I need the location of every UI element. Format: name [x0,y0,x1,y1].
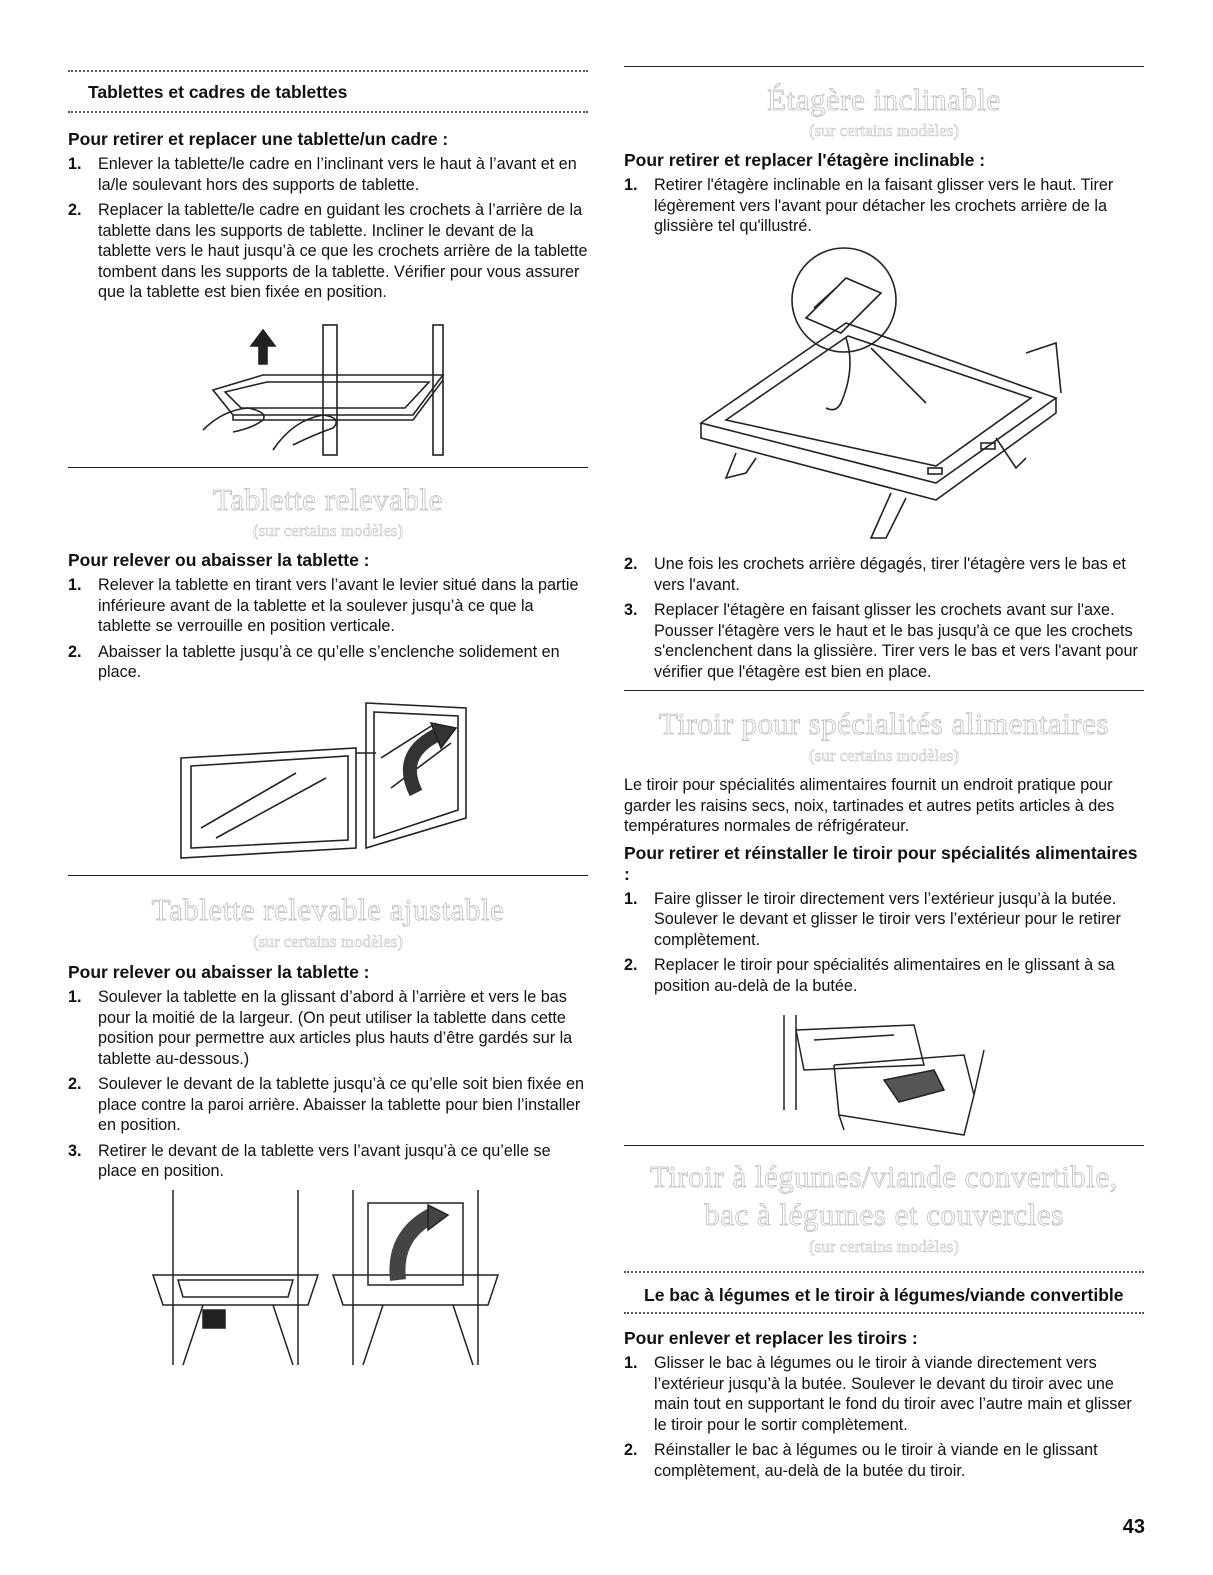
shelves-section [68,70,588,308]
tilt-title: Étagère inclinable [767,82,1001,117]
shelves-subheading: Pour retirer et replacer une tablette/un cadre : [68,129,449,149]
list-item: 1. Relever la tablette en tirant vers l’avant le levier situé dans la partie inférieure avant de la tablette et la soulever jusqu’à ce que la tablette se verrouille en position verticale. [68,576,579,635]
flipup-subheading: Pour relever ou abaisser la tablette : [68,550,370,570]
list-item: 1. Faire glisser le tiroir directement vers l’extérieur jusqu’à la butée. Soulever le devant et glisser le tiroir vers l’extérieur pour le retirer complètement. [624,889,1121,949]
page-number: 43 [1122,1516,1145,1538]
list-item: 2. Soulever le devant de la tablette jusqu’à ce qu’elle soit bien fixée en place contre la paroi arrière. Abaisser la tablette pour bien l’installer en position. [68,1075,584,1134]
section-rule [624,690,1144,691]
list-item: 3. Replacer l'étagère en faisant glisser les crochets avant sur l'axe. Pousser l'étagère vers le haut et le bas jusqu'à ce que les crochets s'enclenchent dans la glissière. Tirer vers le bas et vers l'avant pour vérifier que l'étagère est bien en place. [624,601,1138,681]
list-item: 2. Replacer la tablette/le cadre en guidant les crochets à l’arrière de la tablette dans les supports de tablette. Incliner le devant de la tablette vers le haut jusqu’à ce que les crochets arrière de la tablette tombent dans les supports de la tablette. Vérifier pour vous assurer que la tablette est bien fixée en position. [68,201,588,301]
tilt-steps-after [624,554,1144,682]
specialty-drawer-illustration [774,1010,994,1140]
adjustable-shelf-illustration [143,1185,503,1370]
crisper-subtitle: (sur certains modèles) [808,1237,960,1256]
list-item: 1. Soulever la tablette en la glissant d’abord à l’arrière et vers le bas pour la moitié de la largeur. (On peut utiliser la tablette dans cette position pour permettre aux articles plus hauts d’être gardés sur la tablette au-dessous.) [68,988,573,1068]
crisper-subheading: Pour enlever et replacer les tiroirs : [624,1328,918,1348]
section-rule [624,66,1144,67]
crisper-title: Tiroir à légumes/viande convertible, bac à légumes et couvercles [650,1159,1118,1232]
adjustable-steps [68,987,588,1182]
flipup-title: Tablette relevable [213,482,443,517]
specialty-steps [624,889,1144,997]
adjustable-subheading: Pour relever ou abaisser la tablette : [68,962,370,982]
crisper-heading: Le bac à légumes et le tiroir à légumes/viande convertible [644,1285,1124,1305]
specialty-subheading: Pour retirer et réinstaller le tiroir pour spécialités alimentaires : [624,842,1138,884]
tilt-steps [624,175,1144,237]
shelf-removal-illustration [193,320,493,460]
specialty-section [624,706,1144,1001]
tilt-shelf-illustration [696,238,1076,543]
divider [624,1312,1144,1314]
specialty-title: Tiroir pour spécialités alimentaires [659,706,1109,741]
shelves-heading: Tablettes et cadres de tablettes [88,82,348,102]
specialty-subtitle: (sur certains modèles) [808,746,960,765]
list-item: 1. Glisser le bac à légumes ou le tiroir à viande directement vers l’extérieur jusqu’à la butée. Soulever le devant du tiroir avec une main tout en supportant le fond du tiroir avec l’autre main et glisser le tiroir pour le sortir complètement. [624,1354,1132,1434]
list-item: 1. Enlever la tablette/le cadre en l’inclinant vers le haut à l’avant et en la/le soulevant hors des supports de tablette. [68,155,577,194]
flipup-steps [68,575,588,683]
tilt-steps-continued [624,554,1144,687]
specialty-intro: Le tiroir pour spécialités alimentaires fournit un endroit pratique pour garder les raisins secs, noix, tartinades et autres petits articles à des températures normales de réfrigérateur. [624,776,1115,835]
tilt-subheading: Pour retirer et replacer l'étagère inclinable : [624,150,986,170]
tilt-subtitle: (sur certains modèles) [808,121,960,140]
section-rule [624,1145,1144,1146]
section-rule [68,875,588,876]
flipup-section [68,482,588,688]
divider [68,111,588,113]
tilt-section [624,82,1144,242]
adjustable-section [68,892,588,1187]
list-item: 2. Réinstaller le bac à légumes ou le tiroir à viande en le glissant complètement, au-delà de la butée du tiroir. [624,1441,1098,1480]
list-item: 1. Retirer l'étagère inclinable en la faisant glisser vers le haut. Tirer légèrement vers l'avant pour détacher les crochets arrière de la glissière tel qu'illustré. [624,176,1114,235]
divider [68,70,588,72]
adjustable-subtitle: (sur certains modèles) [252,932,404,951]
crisper-section [624,1158,1144,1486]
crisper-steps [624,1353,1144,1481]
adjustable-title: Tablette relevable ajustable [151,892,505,927]
list-item: 2. Replacer le tiroir pour spécialités alimentaires en le glissant à sa position au-delà de la butée. [624,956,1115,995]
section-rule [68,467,588,468]
divider [624,1271,1144,1273]
flipup-subtitle: (sur certains modèles) [252,521,404,540]
shelves-steps [68,154,588,303]
flipup-shelf-illustration [176,698,486,863]
list-item: 2. Une fois les crochets arrière dégagés, tirer l'étagère vers le bas et vers l'avant. [624,555,1126,594]
list-item: 3. Retirer le devant de la tablette vers l’avant jusqu’à ce qu’elle se place en position. [68,1141,551,1180]
list-item: 2. Abaisser la tablette jusqu’à ce qu’elle s’enclenche solidement en place. [68,642,560,681]
